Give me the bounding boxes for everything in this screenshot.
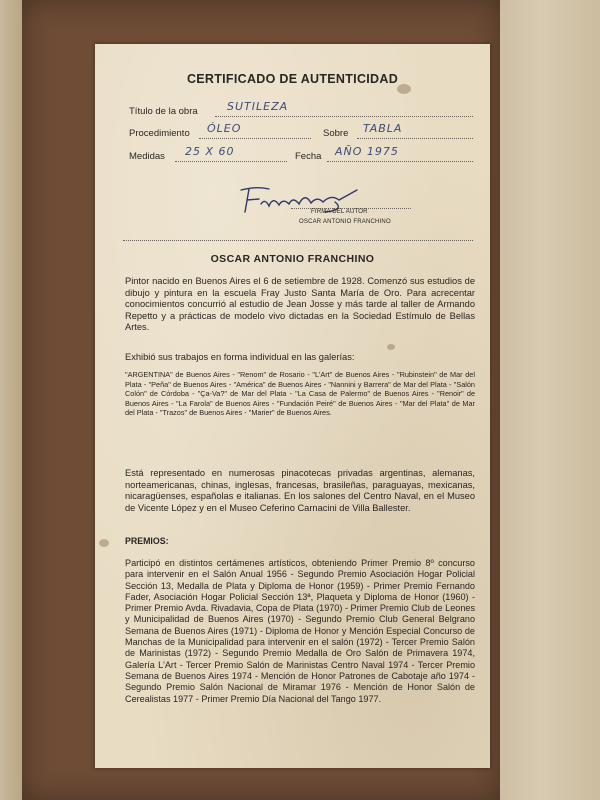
artist-bio: Pintor nacido en Buenos Aires el 6 de setiembre de 1928. Comenzó sus estudios de dibujo y pintura en la escuela Fray Justo Santa María de Oro. Para acrecentar conocimientos concurrió al estudio de Jean Josse y más tarde al taller de Armando Repetto y a prácticas de modelo vivo dictadas en la Sociedad Estímulo de Bellas Artes. bbox=[125, 276, 475, 332]
medidas-value: 25 X 60 bbox=[185, 145, 235, 158]
awards-text: Participó en distintos certámenes artísticos, obteniendo Primer Premio 8º concurso para intervenir en el Salón Anual 1956 - Segundo Premio Asociación Hogar Policial Sección 13, Medalla de Plata y Diploma de Honor (1959) - Primer Premio Fernando Fader, Asociación Hogar Policial Sección 13ª, Plaqueta y Diploma de Honor (1960) - Primer Premio Avda. Rivadavia, Copa de Plata (1970) - Primer Premio Club de Leones y Municipalidad de Buenos Aires (1970) - Segundo Premio Club General Belgrano Semana de Buenos Aires (1971) - Diploma de Honor y Mención Especial Concurso de Manchas de la Municipalidad para intervenir en el salón (1972) - Tercer Premio Salón de Marinistas (1972) - Segundo Premio Medalla de Oro Salón de Primavera 1974, Galería L'Art - Tercer Premio Salón de Marinistas Centro Naval 1974 - Tercer Premio Semana de Buenos Aires 1974 - Mención de Honor Patrones de Cabotaje año 1974 - Segundo Premio Salón Nacional de Miramar 1976 - Mención de Honor Salón de Cerealistas 1977 - Primer Premio Día Nacional del Tango 1977. bbox=[125, 558, 475, 704]
galleries-list: "ARGENTINA" de Buenos Aires - "Renom" de Rosario - "L'Art" de Buenos Aires - "Rubinstein" de Mar del Plata - "Peña" de Buenos Aires - "América" de Buenos Aires - "Nannini y Barrera" de Mar del Plata - "Salón Colón" de Córdoba - "Ça-Va?" de Mar del Plata - "La Casa de Palermo" de Buenos Aires - "Renoir" de Buenos Aires - "La Farola" de Buenos Aires - "Fundación Peiré" de Buenos Aires - "Mar del Plata" de Mar del Plata - "Trazos" de Buenos Aires - "Marier" de Buenos Aires. bbox=[125, 370, 475, 417]
titulo-value: SUTILEZA bbox=[227, 100, 289, 113]
sobre-label: Sobre bbox=[323, 128, 349, 139]
signature-caption: FIRMA DEL AUTOR bbox=[311, 209, 368, 215]
certificate-sheet bbox=[95, 44, 490, 768]
stain-mark bbox=[99, 539, 109, 547]
fecha-value: AÑO 1975 bbox=[335, 145, 399, 158]
sobre-value: TABLA bbox=[363, 122, 403, 135]
board-edge bbox=[0, 0, 22, 800]
stain-mark bbox=[387, 344, 395, 350]
certificate-title: CERTIFICADO DE AUTENTICIDAD bbox=[186, 72, 399, 86]
signature-block bbox=[235, 184, 435, 244]
section-divider bbox=[123, 240, 473, 241]
artist-name: OSCAR ANTONIO FRANCHINO bbox=[210, 253, 375, 265]
fecha-label: Fecha bbox=[295, 151, 322, 162]
exhibitions-intro: Exhibió sus trabajos en forma individual en las galerías: bbox=[125, 352, 355, 362]
procedimiento-label: Procedimiento bbox=[129, 128, 190, 139]
procedimiento-value: ÓLEO bbox=[207, 122, 242, 135]
medidas-label: Medidas bbox=[129, 151, 165, 162]
collections-text: Está representado en numerosas pinacotecas privadas argentinas, alemanas, norteamericanas, chinas, inglesas, francesas, brasileñas, paraguayas, mexicanas, nicaragüenses, españolas e italianas. En los salones del Centro Naval, en el Museo de Vicente López y en el Museo Ceferino Carnacini de Villa Ballester. bbox=[125, 468, 475, 513]
wooden-board bbox=[500, 0, 600, 800]
titulo-label: Título de la obra bbox=[129, 106, 198, 117]
awards-heading: PREMIOS: bbox=[125, 536, 169, 546]
signature-name: OSCAR ANTONIO FRANCHINO bbox=[299, 219, 391, 225]
